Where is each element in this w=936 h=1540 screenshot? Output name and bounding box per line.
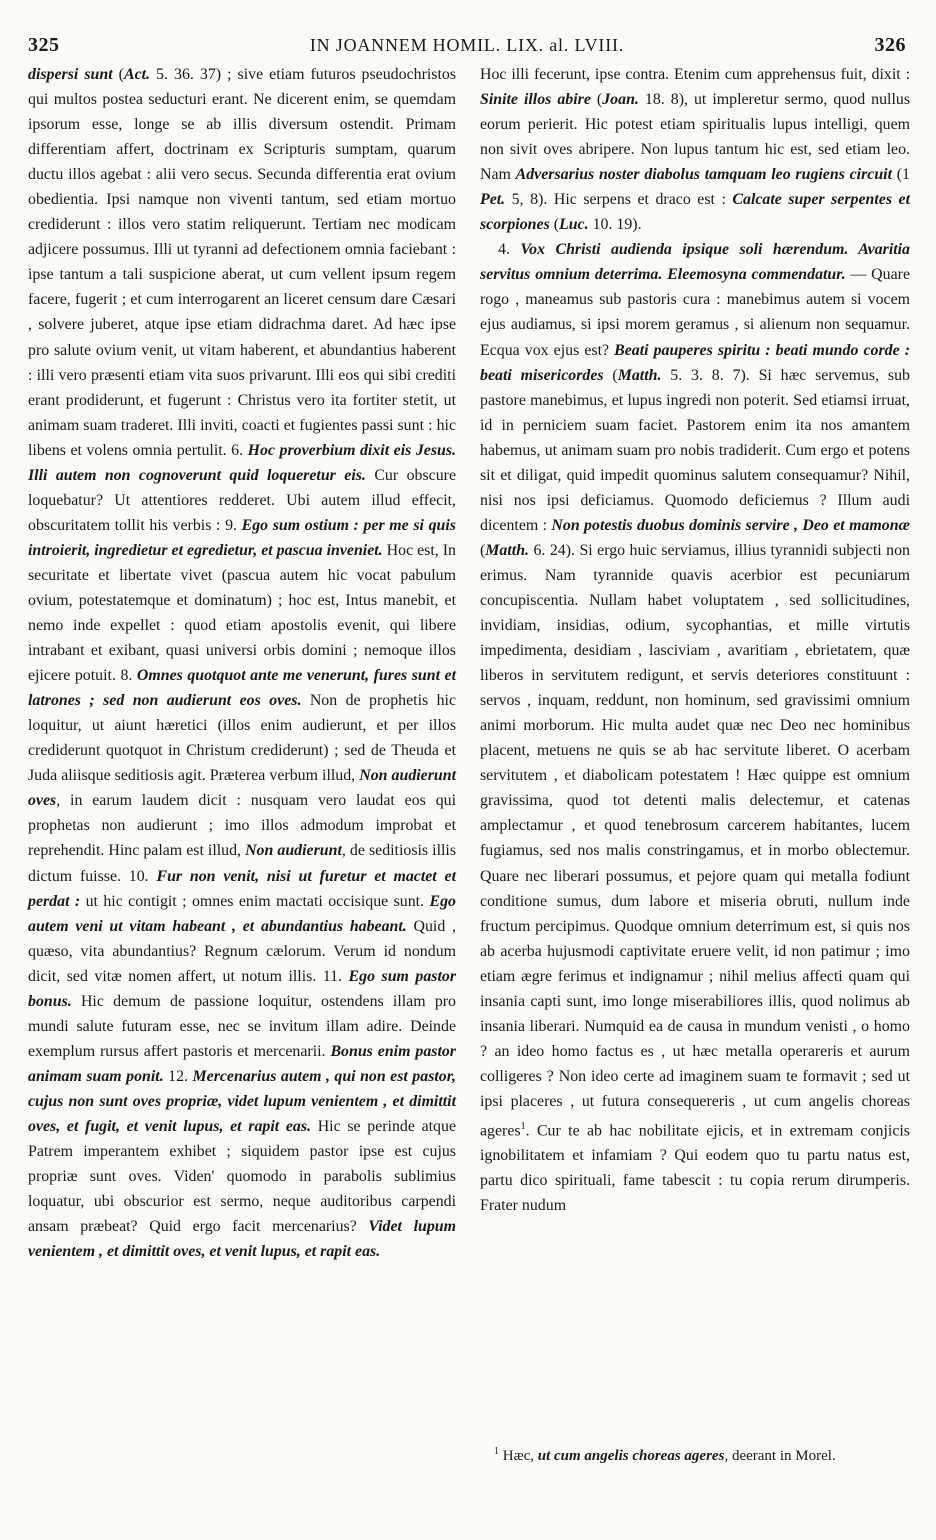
text-run: 5, 8). Hic serpens et draco est :: [505, 191, 733, 209]
text-run: . Cur te ab hac nobilitate ejicis, et in extremam conjicis ignobilitatem et infamiam ? Qui eodem quo tu partu natus est, partu dico spirituali, fame tabescit : tu copia rerum dirumperis. Frater nudum: [480, 1122, 910, 1215]
italic-text-run: Matth.: [617, 366, 662, 384]
text-run: Hic demum de passione loquitur, ostendens illam pro mundi salute futuram esse, nec se invitum illam adire. Deinde exemplum rursus affert pastoris et mercenarii.: [28, 992, 456, 1060]
paragraph: [28, 62, 456, 1264]
page-number-right: 326: [874, 34, 906, 56]
italic-text-run: dispersi sunt: [28, 66, 113, 83]
italic-text-run: Non audierunt: [245, 842, 342, 860]
italic-text-run: Ego sum ostium : per me si quis introierit, ingredietur et egredietur, et pascua inveniet.: [28, 516, 456, 559]
text-run: Hoc est, In securitate et libertate vivet (pascua autem hic vocat pabulum ovium, potestatemque et dominatum) ; hoc est, Intus manebit, et nemo inde expellet : quod etiam apostolis evenit, qui libere intrabant et exibant, quasi universi orbis domini ; nemoque illos ejicere potuit. 8.: [28, 541, 456, 685]
italic-text-run: Matth.: [485, 541, 530, 559]
text-run: ut hic contigit ; omnes enim mactati occisique sunt.: [80, 892, 430, 910]
paragraph: [480, 62, 910, 237]
italic-text-run: Act.: [123, 66, 151, 83]
left-column: [28, 62, 456, 1264]
italic-text-run: Sinite illos abire: [480, 91, 591, 109]
text-run: (: [112, 66, 124, 83]
italic-text-run: Vox Christi audienda ipsique soli hærendum. Avaritia servitus omnium deterrima. Eleemosyna commendatur.: [480, 241, 911, 284]
italic-text-run: Beati pauperes spiritu : beati mundo corde : beati misericordes: [480, 341, 910, 384]
italic-text-run: Non audierunt oves: [28, 767, 457, 810]
footnote-marker: 1: [494, 1446, 499, 1457]
italic-text-run: Fur non venit, nisi ut furetur et mactet et perdat :: [28, 867, 456, 910]
text-run: 6. 24). Si ergo huic serviamus, illius tyrannidi subjecti non erimus. Nam tyrannide quavis acerbior est pecuniarum concupiscentia. Nullam habet voluptatem , sed sollicitudines, invidiam, insidias, odium, sycophantias, et mille virtutis impedimenta, desidiam , lasciviam , avaritiam , ebrietatem, quæ liberos in servitutem redigunt, et servis deteriores constituunt : servos , inquam, reddunt, non hominum, sed gravissimi omnium animi morborum. Hic multa audet quæ nec Deo nec hominibus placent, metuens ne quis se ab hac servitute liberet. O acerbam servitutem , et diabolicam potestatem ! Hæc quippe est omnium gravissima, quod tot detenti malis delectemur, et catenas amplectamur , et quod tenebrosum carcerem habitantes, lucem fugiamus, sed nos malis constringamus, et in morbo oblectemur. Quare nec liberari possumus, et pejore quam qui metalla fodiunt conditione sumus, dum labore et miseria obruti, nullum inde fructum percipimus. Quodque omnium deterrimum est, si quis nos ab acerba hujusmodi captivitate eruere velit, id non patimur ; imo etiam ægre ferimus et indignamur ; nihil melius affecti quam qui insania capti sunt, imo longe miserabiliores illis, quod nolimus ab insania liberari. Numquid ea de causa in mundum venisti , o homo ? an ideo homo factus es , ut hæc metalla operareris et aurum colligeres ? Non ideo certe ad imaginem suam te formavit ; sed ut ipsi placeres , ut futura consequereris , ut cum angelis choreas ageres: [480, 541, 910, 1140]
italic-text-run: Non potestis duobus dominis servire , Deo et mamonæ: [551, 516, 911, 534]
italic-text-run: Ego autem veni ut vitam habeant , et abundantius habeant.: [28, 892, 456, 935]
text-run: 12.: [163, 1067, 193, 1085]
text-run: , de seditiosis illis dictum fuisse. 10.: [28, 842, 457, 885]
text-run: 18. 8), ut impleretur sermo, quod nullus eorum perierit. Hic potest etiam spiritualis lupus intelligi, quem non sivit oves abripere. Non lupus tantum hic est, sed etiam leo. Nam: [480, 91, 911, 184]
text-run: (1: [892, 166, 910, 184]
text-run: (: [603, 366, 618, 384]
italic-text-run: Luc.: [559, 216, 589, 234]
italic-text-run: ut cum angelis choreas ageres: [537, 1448, 725, 1464]
italic-text-run: Ego sum pastor bonus.: [28, 967, 457, 1010]
running-header: [28, 34, 906, 58]
text-run: , deerant in Morel.: [724, 1448, 836, 1464]
footnote: [494, 1442, 910, 1466]
italic-text-run: Videt lupum venientem , et dimittit oves, et venit lupus, et rapit eas.: [28, 1218, 457, 1261]
italic-text-run: Hoc proverbium dixit eis Jesus. Illi autem non cognoverunt quid loqueretur eis.: [28, 441, 456, 484]
text-run: (: [590, 91, 603, 109]
text-run: Hic se perinde atque Patrem imperantem exhibet ; siquidem pastor ipse est cujus propriæ sunt oves. Viden' quomodo in parabolis sublimius loquatur, ubi obscurior est sermo, neque auditoribus carpendi ansam præbeat? Quid ergo facit mercenarius?: [28, 1117, 457, 1236]
text-run: — Quare rogo , maneamus sub pastoris cura : manebimus autem si vocem ejus audiamus, si ipsi morem geramus , si alienum non sequamur. Ecqua vox ejus est?: [480, 266, 911, 359]
text-run: 5. 36. 37) ; sive etiam futuros pseudochristos qui multos postea seducturi erant. Ne dicerent enim, se quemdam ipsorum esse, longe se ab illis diversum ostendit. Primam differentiam affert, doctrinam ex Scripturis sumptam, quarum ductu illos agebat : alii vero secus. Secunda differentia erat ovium obedientia. Ipsi namque non viventi tantum, sed etiam mortuo crediderunt : illos vero statim reliquerunt. Tertiam nec modicam adjicere possumus. Illi ut tyranni ad defectionem omnia faciebant : ipse tantum a tali suspicione aberat, ut cum vellent ipsum regem facere, fugerit ; et cum interrogarent an liceret censum dare Cæsari , solvere juberet, atque ipse etiam didrachma daret. Ad hæc ipse pro salute ovium venit, ut vitam haberent, et abundantius haberent : illi vero præsenti etiam vita suos privarunt. Illi eos qui sibi crediti erant prodiderunt, et fugerunt : Christus vero ita fortiter stetit, ut animam suam traderet. Illi inviti, coacti et fugientes passi sunt : hic libens et volens omnia pertulit. 6.: [28, 66, 457, 459]
running-title: IN JOANNEM HOMIL. LIX. al. LVIII.: [309, 35, 625, 55]
italic-text-run: Adversarius noster diabolus tamquam leo rugiens circuit: [515, 166, 892, 184]
text-run: (: [549, 216, 560, 234]
text-run: Hoc illi fecerunt, ipse contra. Etenim cum apprehensus fuit, dixit :: [480, 66, 910, 83]
text-run: Non de prophetis hic loquitur, ut aiunt hæretici (illos enim audierunt, et per illos crediderunt quotquot in Christum crediderunt) ; sed de Theuda et Juda aliisque seditiosis agit. Præterea verbum illud,: [28, 692, 456, 785]
text-run: Quid , quæso, vita abundantius? Regnum cælorum. Verum id nondum dicit, sed vitæ nomen affert, ut notum illis. 11.: [28, 917, 456, 985]
right-column: [480, 62, 910, 1218]
italic-text-run: Pet.: [480, 191, 506, 209]
paragraph: [480, 237, 910, 1218]
italic-text-run: Joan.: [602, 91, 639, 109]
text-run: , in earum laudem dicit : nusquam vero laudat eos qui prophetas non audierunt ; imo illos admodum improbat et reprehendit. Hinc palam est illud,: [28, 792, 456, 860]
text-run: 4.: [498, 241, 521, 259]
italic-text-run: Mercenarius autem , qui non est pastor, cujus non sunt oves propriæ, videt lupum venientem , et dimittit oves, et fugit, et venit lupus, et rapit eas.: [28, 1067, 457, 1135]
italic-text-run: Calcate super serpentes et scorpiones: [480, 191, 910, 234]
text-run: 10. 19).: [588, 216, 642, 234]
footnote-marker: 1: [520, 1120, 526, 1132]
text-run: Hæc,: [499, 1448, 538, 1464]
italic-text-run: Bonus enim pastor animam suam ponit.: [28, 1042, 456, 1085]
text-run: (: [480, 541, 486, 559]
page-number-left: 325: [28, 34, 60, 56]
text-run: Cur obscure loquebatur? Ut attentiores redderet. Ubi autem illud effecit, obscuritatem tollit his verbis : 9.: [28, 466, 456, 534]
italic-text-run: Omnes quotquot ante me venerunt, fures sunt et latrones ; sed non audierunt eos oves.: [28, 667, 456, 710]
text-run: 5. 3. 8. 7). Si hæc servemus, sub pastore manebimus, et lupus ingredi non poterit. Sed etiamsi irruat, id in perniciem suam faciet. Pastorem enim ita nos amantem habemus, ut animam suam pro nobis tradiderit. Cum ergo et potens sit et diligat, quid impedit quominus salutem consequamur? Nihil, nisi nos ipsi deficiamus. Quomodo deficiemus ? Illum audi dicentem :: [480, 366, 910, 534]
